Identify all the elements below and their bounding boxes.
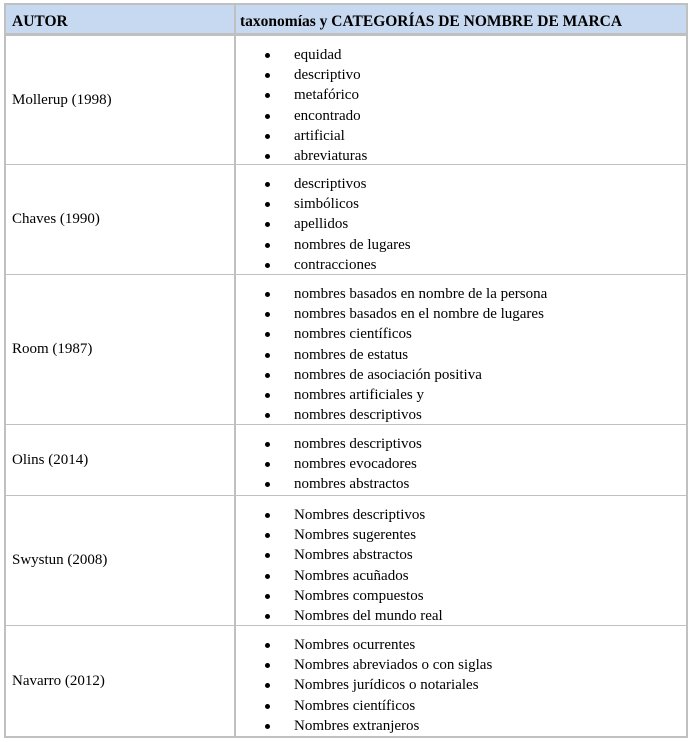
table-body [6,35,686,736]
author-cell: Mollerup (1998) [6,36,236,164]
brand-name-taxonomy-table [4,3,688,738]
list-item: Nombres jurídicos o notariales [294,675,686,695]
category-list [240,165,686,281]
list-item: artificial [294,126,686,146]
list-item: nombres basados en nombre de la persona [294,284,686,304]
list-item: Nombres científicos [294,696,686,716]
list-item: equidad [294,45,686,65]
list-item: descriptivo [294,65,686,85]
categories-cell [236,496,686,625]
list-item: Nombres extranjeros [294,716,686,736]
list-item: Nombres abstractos [294,545,686,565]
list-item: Nombres abreviados o con siglas [294,655,686,675]
list-item: nombres evocadores [294,454,686,474]
author-cell: Chaves (1990) [6,165,236,274]
table-row [6,274,686,424]
categories-cell [236,275,686,424]
category-list [240,275,686,431]
author-cell: Navarro (2012) [6,626,236,736]
list-item: Nombres sugerentes [294,525,686,545]
table-header-row [6,3,686,35]
list-item: Nombres descriptivos [294,505,686,525]
list-item: nombres descriptivos [294,405,686,425]
list-item: Nombres del mundo real [294,606,686,626]
list-item: simbólicos [294,194,686,214]
list-item: nombres basados en el nombre de lugares [294,304,686,324]
category-list [240,36,686,172]
list-item: contracciones [294,255,686,275]
list-item: nombres de asociación positiva [294,365,686,385]
list-item: descriptivos [294,174,686,194]
list-item: metafórico [294,85,686,105]
header-author: AUTOR [6,5,236,33]
list-item: nombres abstractos [294,474,686,494]
category-list [240,425,686,501]
list-item: encontrado [294,106,686,126]
table-row [6,495,686,625]
categories-cell [236,425,686,495]
categories-cell [236,165,686,274]
list-item: apellidos [294,214,686,234]
author-cell: Olins (2014) [6,425,236,495]
list-item: nombres descriptivos [294,434,686,454]
list-item: Nombres compuestos [294,586,686,606]
list-item: abreviaturas [294,146,686,166]
list-item: nombres de lugares [294,235,686,255]
author-cell: Room (1987) [6,275,236,424]
author-cell: Swystun (2008) [6,496,236,625]
table-row [6,164,686,274]
table-row [6,625,686,736]
list-item: nombres científicos [294,324,686,344]
list-item: nombres de estatus [294,345,686,365]
header-categories: taxonomías y CATEGORÍAS DE NOMBRE DE MARCA [240,13,623,30]
category-list [240,626,686,742]
list-item: Nombres ocurrentes [294,635,686,655]
list-item: nombres artificiales y [294,385,686,405]
categories-cell [236,626,686,736]
table-row [6,424,686,495]
category-list [240,496,686,632]
categories-cell [236,36,686,164]
table-row [6,35,686,164]
list-item: Nombres acuñados [294,566,686,586]
